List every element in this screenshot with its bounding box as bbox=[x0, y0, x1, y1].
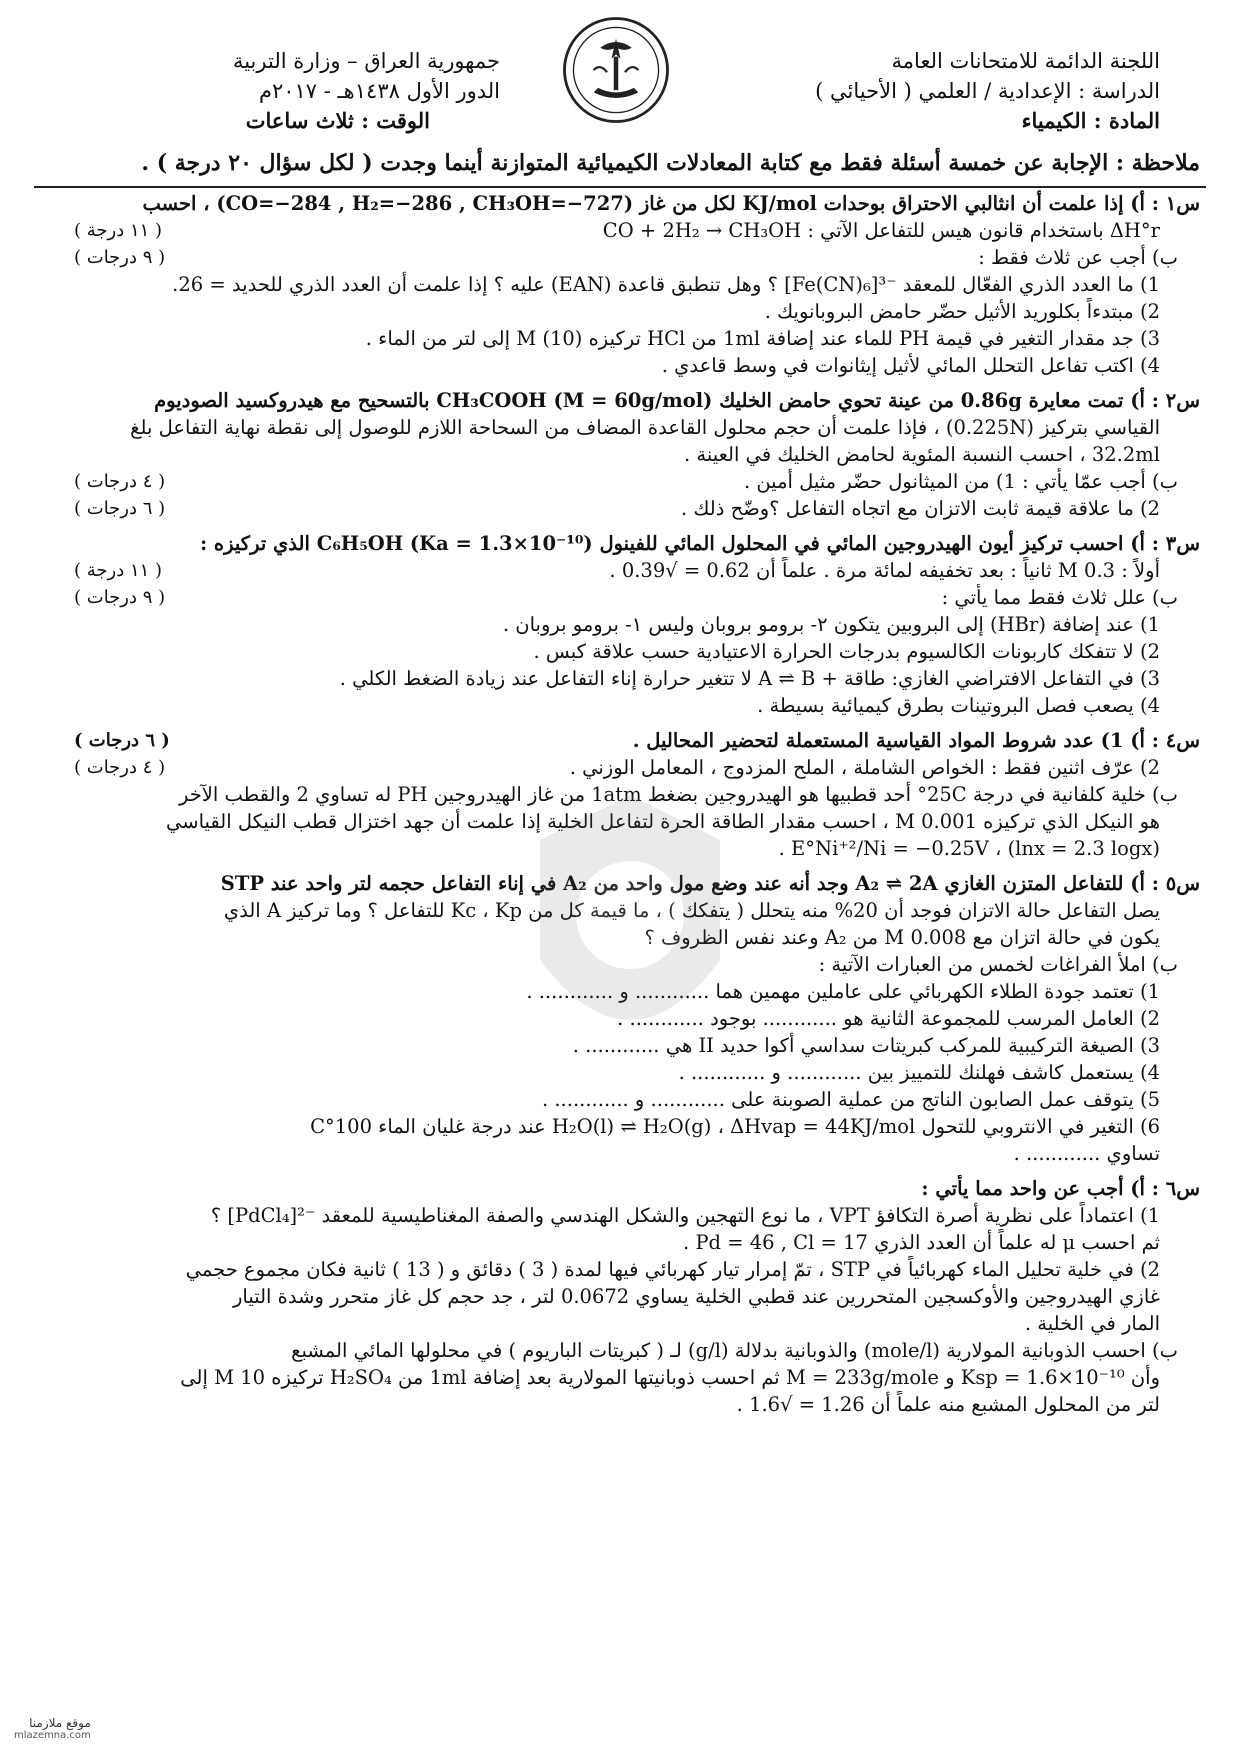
question-line bbox=[30, 692, 1200, 719]
question-line bbox=[30, 951, 1200, 978]
question-text: 32.2ml ، احسب النسبة المئوية لحامض الخليك في العينة . bbox=[684, 443, 1160, 466]
marks-label: ( ٤ درجات ) bbox=[70, 754, 169, 781]
question-text: المار في الخلية . bbox=[1024, 1312, 1160, 1335]
question-text: 3) جد مقدار التغير في قيمة PH للماء عند إضافة 1ml من HCl تركيزه M (10) إلى لتر من الماء . bbox=[365, 327, 1160, 350]
question-text: ب) أجب عمّا يأتي : 1) من الميثانول حضّر مثيل أمين . bbox=[743, 470, 1178, 493]
question-text: 2) مبتدءاً بكلوريد الأثيل حضّر حامض البروبانويك . bbox=[764, 300, 1160, 323]
question-line bbox=[30, 897, 1200, 924]
question-line bbox=[30, 1310, 1200, 1337]
question-line bbox=[30, 298, 1200, 325]
question-text: غازي الهيدروجين والأوكسجين المتحررين عند قطبي الخلية يساوي 0.0672 لتر ، جد حجم كل غاز متحرر وشدة التيار bbox=[232, 1285, 1160, 1308]
marks-label: ( ٦ درجات ) bbox=[70, 495, 169, 522]
question-line bbox=[30, 1140, 1200, 1167]
question-text: تساوي ............ . bbox=[1013, 1142, 1160, 1165]
question-line bbox=[30, 1229, 1200, 1256]
question-line bbox=[30, 1005, 1200, 1032]
question-text: س٤ : أ) 1) عدد شروط المواد القياسية المستعملة لتحضير المحاليل . bbox=[632, 729, 1200, 752]
question-line bbox=[30, 1283, 1200, 1310]
question-text: س٦ : أ) أجب عن واحد مما يأتي : bbox=[921, 1177, 1200, 1200]
question-text: 2) لا تتفكك كاربونات الكالسيوم بدرجات الحرارة الاعتيادية حسب علاقة كبس . bbox=[533, 640, 1160, 663]
question-line bbox=[30, 352, 1200, 379]
question-text: 4) يصعب فصل البروتينات بطرق كيميائية بسيطة . bbox=[757, 694, 1160, 717]
header-round: الدور الأول ١٤٣٨هـ - ٢٠١٧م bbox=[258, 79, 500, 103]
exam-note: ملاحظة : الإجابة عن خمسة أسئلة فقط مع كتابة المعادلات الكيميائية المتوازنة أينما وجدت ( لكل سؤال ٢٠ درجة ) . bbox=[141, 150, 1200, 176]
header-time: الوقت : ثلاث ساعات bbox=[245, 108, 430, 133]
question-line bbox=[30, 665, 1200, 692]
question-text: ب) املأ الفراغات لخمس من العبارات الآتية : bbox=[818, 953, 1178, 976]
question-text: هو النيكل الذي تركيزه M 0.001 ، احسب مقدار الطاقة الحرة لتفاعل الخلية إذا علمت أن جهد اختزال قطب النيكل القياسي bbox=[166, 810, 1160, 833]
question-text: 4) اكتب تفاعل التحلل المائي لأثيل إيثانوات في وسط قاعدي . bbox=[661, 354, 1160, 377]
question-text: ب) خلية كلفانية في درجة 25C° أحد قطبيها هو الهيدروجين بضغط 1atm من غاز الهيدروجين PH له تساوي 2 والقطب الآخر bbox=[178, 783, 1178, 806]
question-text: ب) احسب الذوبانية المولارية (mole/l) والذوبانية بدلالة (g/l) لـ ( كبريتات الباريوم ) في محلولها المائي المشبع bbox=[291, 1339, 1178, 1362]
question-text: 1) عند إضافة (HBr) إلى البروبين يتكون ٢- برومو بروبان وليس ١- برومو بروبان . bbox=[502, 613, 1160, 636]
question-line bbox=[30, 530, 1200, 557]
header-subject: المادة : الكيمياء bbox=[1021, 108, 1160, 133]
question-text: ب) علل ثلاث فقط مما يأتي : bbox=[941, 586, 1178, 609]
question-line bbox=[30, 611, 1200, 638]
marks-label: ( ١١ درجة ) bbox=[70, 217, 166, 244]
question-text: س١ : أ) إذا علمت أن انثالبي الاحتراق بوحدات KJ/mol لكل من غاز (CO=−284 , H₂=−286 , CH₃OH=−727) ، احسب bbox=[142, 192, 1200, 215]
footer-logo bbox=[14, 1716, 91, 1741]
header-ministry: جمهورية العراق – وزارة التربية bbox=[232, 49, 500, 73]
header-divider bbox=[34, 186, 1206, 188]
question-line bbox=[30, 808, 1200, 835]
question-line bbox=[30, 217, 1200, 244]
question-line bbox=[30, 978, 1200, 1005]
question-text: القياسي بتركيز (0.225N) ، فإذا علمت أن حجم محلول القاعدة المضاف من السحاحة اللازم للوصول إلى نقطة نهاية التفاعل بلغ bbox=[130, 416, 1160, 439]
question-line bbox=[30, 1175, 1200, 1202]
question-text: وأن Ksp = 1.6×10⁻¹⁰ و M = 233g/mole ثم احسب ذوبانيتها المولارية بعد إضافة 1ml من H₂SO₄ تركيزه M 10 إلى bbox=[180, 1366, 1160, 1389]
question-text: يكون في حالة اتزان مع M 0.008 من A₂ وعند نفس الظروف ؟ bbox=[644, 926, 1160, 949]
question-line bbox=[30, 1337, 1200, 1364]
question-line bbox=[30, 835, 1200, 862]
question-line bbox=[30, 924, 1200, 951]
question-line bbox=[30, 468, 1200, 495]
marks-label: ( ٩ درجات ) bbox=[70, 584, 169, 611]
header-study: الدراسة : الإعدادية / العلمي ( الأحيائي ) bbox=[815, 79, 1160, 103]
question-text: أولاً : M 0.3 ثانياً : بعد تخفيفه لمائة مرة . علماً أن 0.62 = √0.39 . bbox=[609, 559, 1160, 582]
question-text: 1) اعتماداً على نظرية أصرة التكافؤ VPT ، ما نوع التهجين والشكل الهندسي والصفة المغناطيسية للمعقد ⁻²[PdCl₄] ؟ bbox=[210, 1204, 1160, 1227]
question-text: 4) يستعمل كاشف فهلنك للتمييز بين ............ و ............ . bbox=[678, 1061, 1160, 1084]
marks-label: ( ١١ درجة ) bbox=[70, 557, 166, 584]
question-line bbox=[30, 325, 1200, 352]
question-line bbox=[30, 1086, 1200, 1113]
question-text: 2) عرّف اثنين فقط : الخواص الشاملة ، الملح المزدوج ، المعامل الوزني . bbox=[569, 756, 1160, 779]
spacer bbox=[30, 719, 1200, 727]
ministry-seal-icon bbox=[560, 14, 672, 126]
question-text: 2) في خلية تحليل الماء كهربائياً في STP ، تمّ إمرار تيار كهربائي فيها لمدة ( 3 ) دقائق و ( 13 ) ثانية فكان مجموع حجمي bbox=[185, 1258, 1160, 1281]
question-text: س٣ : أ) احسب تركيز أيون الهيدروجين المائي في المحلول المائي للفينول C₆H₅OH (Ka = 1.3×10⁻¹⁰) الذي تركيزه : bbox=[199, 532, 1200, 555]
question-line bbox=[30, 441, 1200, 468]
question-line bbox=[30, 387, 1200, 414]
question-text: E°Ni⁺²/Ni = −0.25V ، (lnx = 2.3 logx) . bbox=[778, 837, 1160, 860]
question-text: 2) العامل المرسب للمجموعة الثانية هو ............ بوجود ............ . bbox=[617, 1007, 1160, 1030]
header-right bbox=[740, 46, 1160, 136]
spacer bbox=[30, 522, 1200, 530]
question-text: 3) في التفاعل الافتراضي الغازي: طاقة + A ⇌ B لا تتغير حرارة إناء التفاعل عند زيادة الضغط الكلي . bbox=[339, 667, 1160, 690]
question-text: 3) الصيغة التركيبية للمركب كبريتات سداسي أكوا حديد II هي ............ . bbox=[572, 1034, 1160, 1057]
question-text: لتر من المحلول المشبع منه علماً أن 1.26 = √1.6 . bbox=[736, 1393, 1160, 1416]
question-line bbox=[30, 781, 1200, 808]
question-line bbox=[30, 1032, 1200, 1059]
header-left bbox=[120, 46, 500, 136]
question-line bbox=[30, 1202, 1200, 1229]
question-line bbox=[30, 271, 1200, 298]
question-line bbox=[30, 1391, 1200, 1418]
question-text: س٥ : أ) للتفاعل المتزن الغازي A₂ ⇌ 2A وجد أنه عند وضع مول واحد من A₂ في إناء التفاعل حجمه لتر واحد عند STP bbox=[220, 872, 1200, 895]
question-line bbox=[30, 1113, 1200, 1140]
spacer bbox=[30, 379, 1200, 387]
marks-label: ( ٤ درجات ) bbox=[70, 468, 169, 495]
question-text: 6) التغير في الانتروبي للتحول H₂O(l) ⇌ H₂O(g) ، ΔHvap = 44KJ/mol عند درجة غليان الماء 100°C bbox=[310, 1115, 1160, 1138]
footer-logo-name: موقع ملازمنا bbox=[29, 1716, 91, 1730]
question-line bbox=[30, 1256, 1200, 1283]
question-text: يصل التفاعل حالة الاتزان فوجد أن 20% منه يتحلل ( يتفكك ) ، ما قيمة كل من Kc ، Kp للتفاعل ؟ وما تركيز A الذي bbox=[223, 899, 1160, 922]
marks-label: ( ٩ درجات ) bbox=[70, 244, 169, 271]
question-text: ثم احسب μ له علماً أن العدد الذري Pd = 46 , Cl = 17 . bbox=[683, 1231, 1160, 1254]
questions-body bbox=[30, 190, 1200, 1418]
question-line bbox=[30, 727, 1200, 754]
question-line bbox=[30, 1059, 1200, 1086]
question-text: ب) أجب عن ثلاث فقط : bbox=[978, 246, 1178, 269]
question-line bbox=[30, 1364, 1200, 1391]
question-line bbox=[30, 190, 1200, 217]
spacer bbox=[30, 862, 1200, 870]
question-text: 2) ما علاقة قيمة ثابت الاتزان مع اتجاه التفاعل ؟وضّح ذلك . bbox=[680, 497, 1160, 520]
footer-logo-url: mlazemna.com bbox=[14, 1730, 91, 1741]
question-line bbox=[30, 870, 1200, 897]
question-text: س٢ : أ) تمت معايرة 0.86g من عينة تحوي حامض الخليك CH₃COOH (M = 60g/mol) بالتسحيح مع هيدروكسيد الصوديوم bbox=[154, 389, 1200, 412]
question-line bbox=[30, 584, 1200, 611]
question-text: 5) يتوقف عمل الصابون الناتج من عملية الصوبنة على ............ و ............ . bbox=[541, 1088, 1160, 1111]
question-text: ΔH°r باستخدام قانون هيس للتفاعل الآتي : CO + 2H₂ → CH₃OH bbox=[602, 219, 1160, 242]
question-line bbox=[30, 557, 1200, 584]
question-line bbox=[30, 244, 1200, 271]
question-line bbox=[30, 638, 1200, 665]
question-text: 1) ما العدد الذري الفعّال للمعقد ⁻³[Fe(CN)₆] ؟ وهل تنطبق قاعدة (EAN) عليه ؟ إذا علمت أن العدد الذري للحديد = 26. bbox=[172, 273, 1160, 296]
question-line bbox=[30, 414, 1200, 441]
question-text: 1) تعتمد جودة الطلاء الكهربائي على عاملين مهمين هما ............ و ............ . bbox=[526, 980, 1160, 1003]
question-line bbox=[30, 495, 1200, 522]
question-line bbox=[30, 754, 1200, 781]
marks-label: ( ٦ درجات ) bbox=[70, 727, 174, 754]
spacer bbox=[30, 1167, 1200, 1175]
header-org: اللجنة الدائمة للامتحانات العامة bbox=[891, 49, 1160, 73]
